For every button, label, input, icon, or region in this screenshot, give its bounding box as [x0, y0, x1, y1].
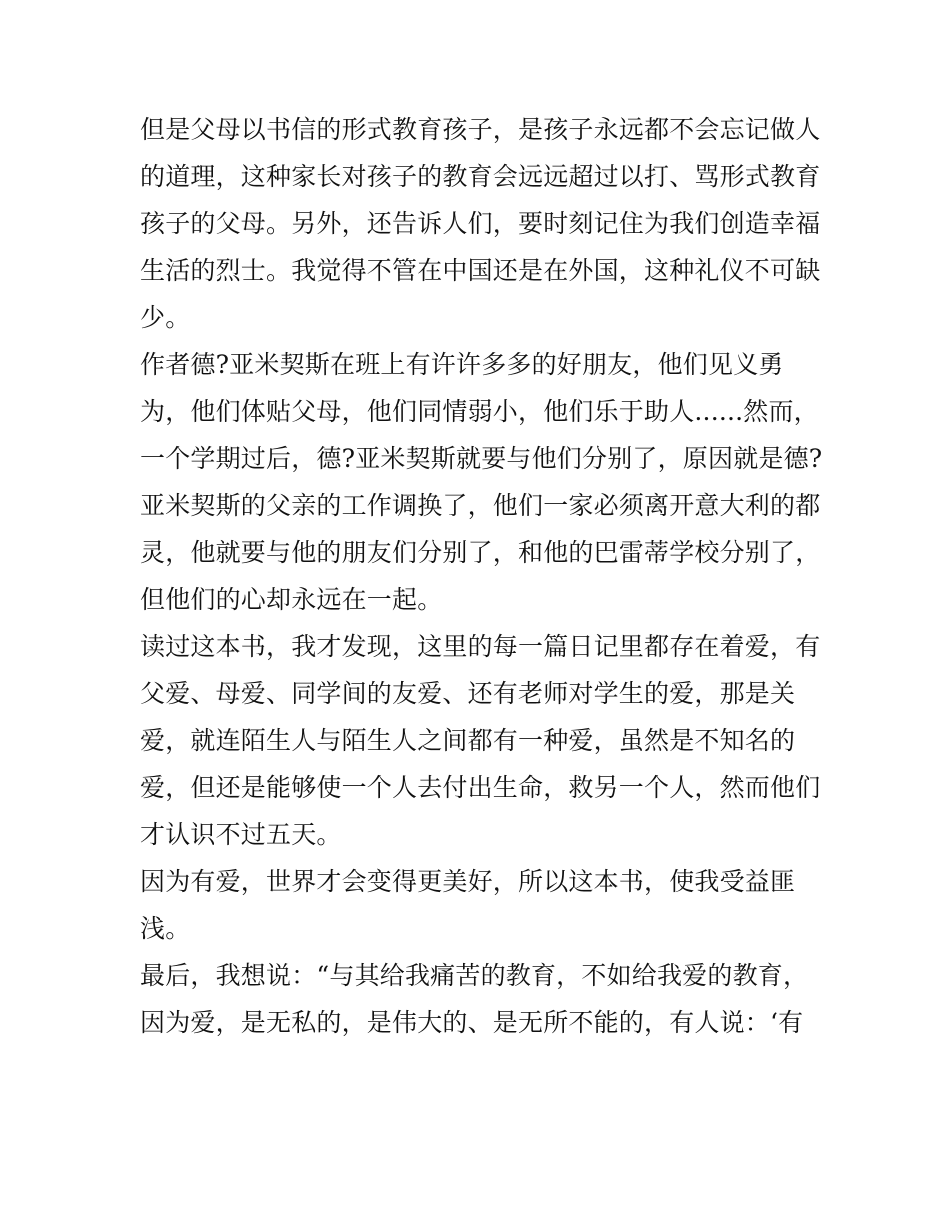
text-line: 亚米契斯的父亲的工作调换了，他们一家必须离开意大利的都 [140, 491, 821, 520]
body-text [140, 106, 823, 1046]
text-line: 生活的烈士。我觉得不管在中国还是在外国，这种礼仪不可缺 [140, 256, 821, 285]
text-line: 少。 [140, 303, 191, 332]
text-line: 的道理，这种家长对孩子的教育会远远超过以打、骂形式教育 [140, 162, 821, 191]
text-line: 读过这本书，我才发现，这里的每一篇日记里都存在着爱，有 [140, 632, 821, 661]
text-line: 最后，我想说：“与其给我痛苦的教育，不如给我爱的教育， [140, 961, 809, 990]
text-line: 作者德?亚米契斯在班上有许许多多的好朋友，他们见义勇 [140, 350, 784, 379]
text-line: 因为有爱，世界才会变得更美好，所以这本书，使我受益匪 [140, 867, 796, 896]
text-line: 孩子的父母。另外，还告诉人们，要时刻记住为我们创造幸福 [140, 209, 821, 238]
text-line: 但他们的心却永远在一起。 [140, 585, 443, 614]
text-line: 一个学期过后，德?亚米契斯就要与他们分别了，原因就是德? [140, 444, 823, 473]
text-line: 爱，就连陌生人与陌生人之间都有一种爱，虽然是不知名的 [140, 726, 796, 755]
text-line: 因为爱，是无私的，是伟大的、是无所不能的，有人说：‘有 [140, 1008, 804, 1037]
text-line: 为，他们体贴父母，他们同情弱小，他们乐于助人......然而， [140, 397, 819, 426]
text-line: 爱，但还是能够使一个人去付出生命，救另一个人，然而他们 [140, 773, 821, 802]
text-line: 但是父母以书信的形式教育孩子，是孩子永远都不会忘记做人 [140, 115, 821, 144]
text-line: 父爱、母爱、同学间的友爱、还有老师对学生的爱，那是关 [140, 679, 796, 708]
text-line: 灵，他就要与他的朋友们分别了，和他的巴雷蒂学校分别了， [140, 538, 821, 567]
text-line: 浅。 [140, 914, 191, 943]
text-line: 才认识不过五天。 [140, 820, 342, 849]
